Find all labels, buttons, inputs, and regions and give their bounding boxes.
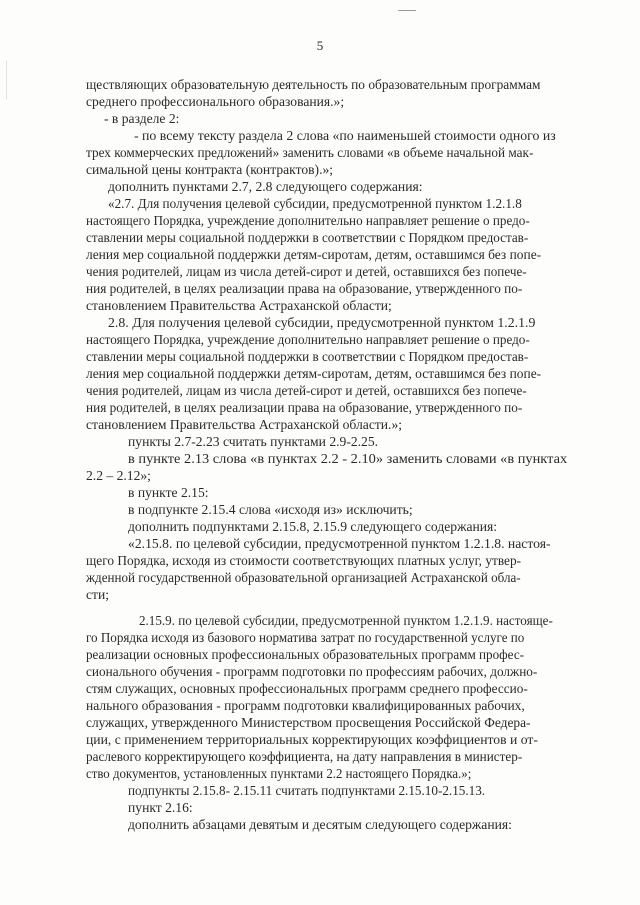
text-line: становлением Правительства Астраханской области.»; (86, 417, 403, 432)
text-line: в подпункте 2.15.4 слова «исходя из» исключить; (128, 502, 413, 517)
text-line: нального образования - программ подготовки квалифицированных рабочих, (86, 698, 525, 713)
text-line: 2.2 – 2.12»; (86, 468, 151, 483)
text-line: жденной государственной образовательной организацией Астраханской обла- (86, 570, 521, 585)
text-line: служащих, утвержденного Министерством просвещения Российской Федера- (86, 715, 531, 730)
text-line: дополнить подпунктами 2.15.8, 2.15.9 следующего содержания: (128, 519, 498, 534)
text-line: - по всему тексту раздела 2 слова «по наименьшей стоимости одного из (134, 128, 556, 143)
text-line: дополнить пунктами 2.7, 2.8 следующего содержания: (108, 179, 423, 194)
text-line: ния родителей, в целях реализации права на образование, утвержденного по- (86, 400, 523, 415)
text-line: ния родителей, в целях реализации права на образование, утвержденного по- (86, 281, 523, 296)
text-line: сионального обучения - программ подготовки по профессиям рабочих, должно- (86, 664, 538, 679)
text-line: ления мер социальной поддержки детям-сиротам, детям, оставшимся без попе- (86, 366, 542, 381)
text-line: ставлении меры социальной поддержки в соответствии с Порядком предостав- (86, 230, 529, 245)
text-line: стям служащих, основных профессиональных программ среднего профессио- (86, 681, 528, 696)
text-line: го Порядка исходя из базового норматива затрат по государственной услуге по (86, 630, 525, 645)
text-line: пункт 2.16: (128, 800, 193, 815)
text-line: ления мер социальной поддержки детям-сиротам, детям, оставшимся без попе- (86, 247, 542, 262)
text-line: чения родителей, лицам из числа детей-сирот и детей, оставшихся без попече- (86, 264, 527, 279)
text-line: ществляющих образовательную деятельность по образовательным программам (86, 77, 541, 92)
text-line: среднего профессионального образования.»; (86, 94, 345, 109)
text-line: подпункты 2.15.8- 2.15.11 считать подпунктами 2.15.10-2.15.13. (128, 783, 486, 798)
text-line: ство документов, установленных пунктами 2.2 настоящего Порядка.»; (86, 766, 472, 781)
text-line: раслевого корректирующего коэффициента, на дату направления в министер- (86, 749, 523, 764)
text-line: «2.15.8. по целевой субсидии, предусмотренной пунктом 1.2.1.8. настоя- (128, 536, 551, 551)
text-line: становлением Правительства Астраханской области; (86, 298, 392, 313)
text-line: ции, с применением территориальных корректирующих коэффициентов и от- (86, 732, 538, 747)
text-line: настоящего Порядка, учреждение дополнительно направляет решение о предо- (86, 213, 530, 228)
text-line: пункты 2.7-2.23 считать пунктами 2.9-2.25. (128, 434, 379, 449)
text-line: - в разделе 2: (104, 111, 180, 126)
text-line: 2.8. Для получения целевой субсидии, предусмотренной пунктом 1.2.1.9 (108, 315, 536, 330)
text-line: реализации основных профессиональных образовательных программ профес- (86, 647, 525, 662)
text-line: в пункте 2.15: (128, 485, 209, 500)
text-line: сти; (86, 587, 110, 602)
scan-speck (398, 10, 416, 11)
text-line: симальной цены контракта (контрактов).»; (86, 162, 334, 177)
page-number: 5 (316, 38, 324, 53)
text-line: трех коммерческих предложений» заменить словами «в объеме начальной мак- (86, 145, 534, 160)
text-line: «2.7. Для получения целевой субсидии, предусмотренной пунктом 1.2.1.8 (108, 196, 522, 211)
scan-speck (6, 60, 7, 100)
text-line: 2.15.9. по целевой субсидии, предусмотренной пунктом 1.2.1.9. настояще- (139, 613, 553, 628)
text-line: настоящего Порядка, учреждение дополнительно направляет решение о предо- (86, 332, 530, 347)
text-line: щего Порядка, исходя из стоимости соответствующих платных услуг, утвер- (86, 553, 522, 568)
text-line: ставлении меры социальной поддержки в соответствии с Порядком предостав- (86, 349, 529, 364)
text-line: в пункте 2.13 слова «в пунктах 2.2 - 2.10» заменить словами «в пунктах (128, 451, 568, 466)
text-line: чения родителей, лицам из числа детей-сирот и детей, оставшихся без попече- (86, 383, 527, 398)
text-line: дополнить абзацами девятым и десятым следующего содержания: (128, 817, 512, 832)
